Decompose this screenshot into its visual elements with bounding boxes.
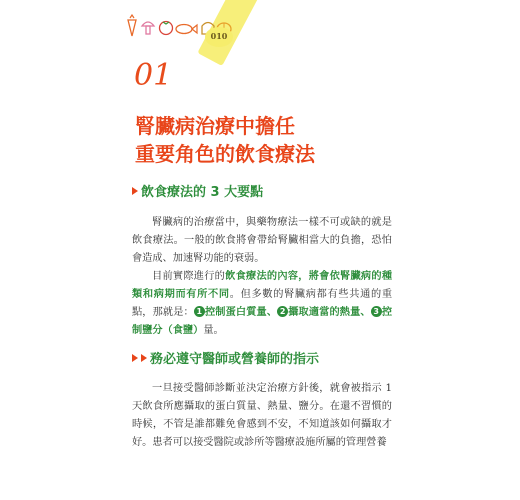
section-heading-text: 飲食療法的 3 大要點 xyxy=(141,185,264,200)
point-1-protein: 控制蛋白質量 xyxy=(204,307,267,318)
point-3-badge: 3 xyxy=(371,306,382,317)
point-2-calories: 攝取適當的熱量 xyxy=(288,307,361,318)
chapter-title xyxy=(135,112,415,168)
para-text: 。但多數的腎臟病都有些共通的重點，那就是： xyxy=(132,289,393,318)
chapter-number: 01 xyxy=(134,58,173,93)
paragraph-three-points xyxy=(132,268,392,340)
chapter-title-line-1: 腎臟病治療中擔任 xyxy=(135,114,295,138)
arrow-bullet-icon xyxy=(132,354,138,362)
highlight-diet-content: 飲食療法的內容，將會依腎臟病的種類和病期而有所不同 xyxy=(132,271,393,300)
paragraph-diet-importance: 腎臟病的治療當中，與藥物療法一樣不可或缺的就是飲食療法。一般的飲食將會帶給腎臟相當大的負擔，恐怕會造成、加速腎功能的衰弱。 xyxy=(132,217,392,264)
section-heading-text: 務必遵守醫師或營養師的指示 xyxy=(150,352,320,367)
separator: 、 xyxy=(266,307,278,318)
mushroom-icon xyxy=(142,22,154,34)
section-heading-diet-points xyxy=(132,181,263,200)
separator: 、 xyxy=(360,307,371,318)
chapter-title-line-2: 重要角色的飲食療法 xyxy=(135,142,315,166)
para-text: 目前實際進行的 xyxy=(152,271,226,282)
paragraph-doctor-instructions: 一旦接受醫師診斷並決定治療方針後，就會被指示 1 天飲食所應攝取的蛋白質量、熱量、鹽分。在還不習慣的時候，不管是誰都難免會感到不安，不知道該如何攝取才好。患者可以接受醫院或診所等醫療設施所屬的管理營養 xyxy=(132,383,392,448)
point-2-badge: 2 xyxy=(277,306,288,317)
tomato-icon xyxy=(160,22,173,35)
arrow-bullet-icon xyxy=(141,354,147,362)
page-number: 010 xyxy=(210,31,228,41)
carrot-icon xyxy=(128,15,136,36)
section-heading-follow-instructions xyxy=(132,348,319,367)
arrow-bullet-icon xyxy=(132,187,138,195)
para-end: 量。 xyxy=(203,325,224,336)
point-1-badge: 1 xyxy=(194,306,205,317)
fish-icon xyxy=(176,25,197,34)
point-3-salt: 控制鹽分（食鹽） xyxy=(132,307,393,336)
